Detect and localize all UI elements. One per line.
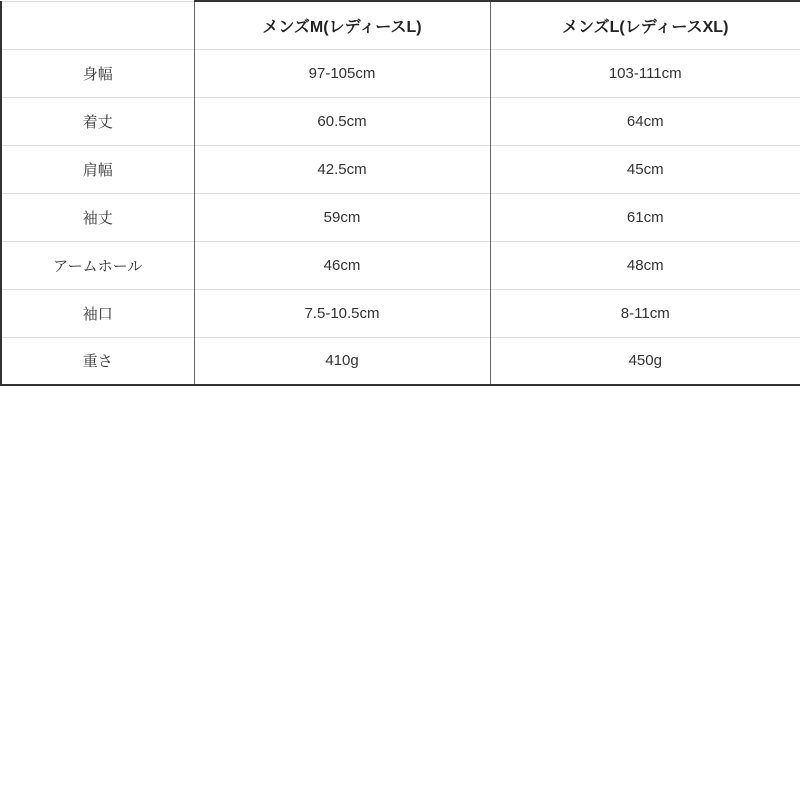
row-label-length: 着丈	[1, 97, 194, 145]
row-label-weight: 重さ	[1, 337, 194, 385]
cell-value: 97-105cm	[194, 49, 490, 97]
cell-value: 48cm	[490, 241, 800, 289]
cell-value: 64cm	[490, 97, 800, 145]
cell-value: 7.5-10.5cm	[194, 289, 490, 337]
row-label-armhole: アームホール	[1, 241, 194, 289]
corner-cell	[1, 1, 194, 49]
cell-value: 46cm	[194, 241, 490, 289]
cell-value: 60.5cm	[194, 97, 490, 145]
cell-value: 410g	[194, 337, 490, 385]
cell-value: 450g	[490, 337, 800, 385]
row-label-shoulder-width: 肩幅	[1, 145, 194, 193]
cell-value: 59cm	[194, 193, 490, 241]
table-row	[1, 49, 800, 97]
row-label-sleeve-length: 袖丈	[1, 193, 194, 241]
row-label-cuff: 袖口	[1, 289, 194, 337]
cell-value: 8-11cm	[490, 289, 800, 337]
table-row	[1, 289, 800, 337]
table-row	[1, 97, 800, 145]
cell-value: 42.5cm	[194, 145, 490, 193]
column-header-mens-m: メンズM(レディースL)	[194, 1, 490, 49]
cell-value: 45cm	[490, 145, 800, 193]
table-row	[1, 145, 800, 193]
cell-value: 103-111cm	[490, 49, 800, 97]
table-row	[1, 337, 800, 385]
table-row	[1, 193, 800, 241]
row-label-body-width: 身幅	[1, 49, 194, 97]
column-header-mens-l: メンズL(レディースXL)	[490, 1, 800, 49]
header-row	[1, 1, 800, 49]
cell-value: 61cm	[490, 193, 800, 241]
table-row	[1, 241, 800, 289]
size-chart-table	[0, 0, 800, 386]
